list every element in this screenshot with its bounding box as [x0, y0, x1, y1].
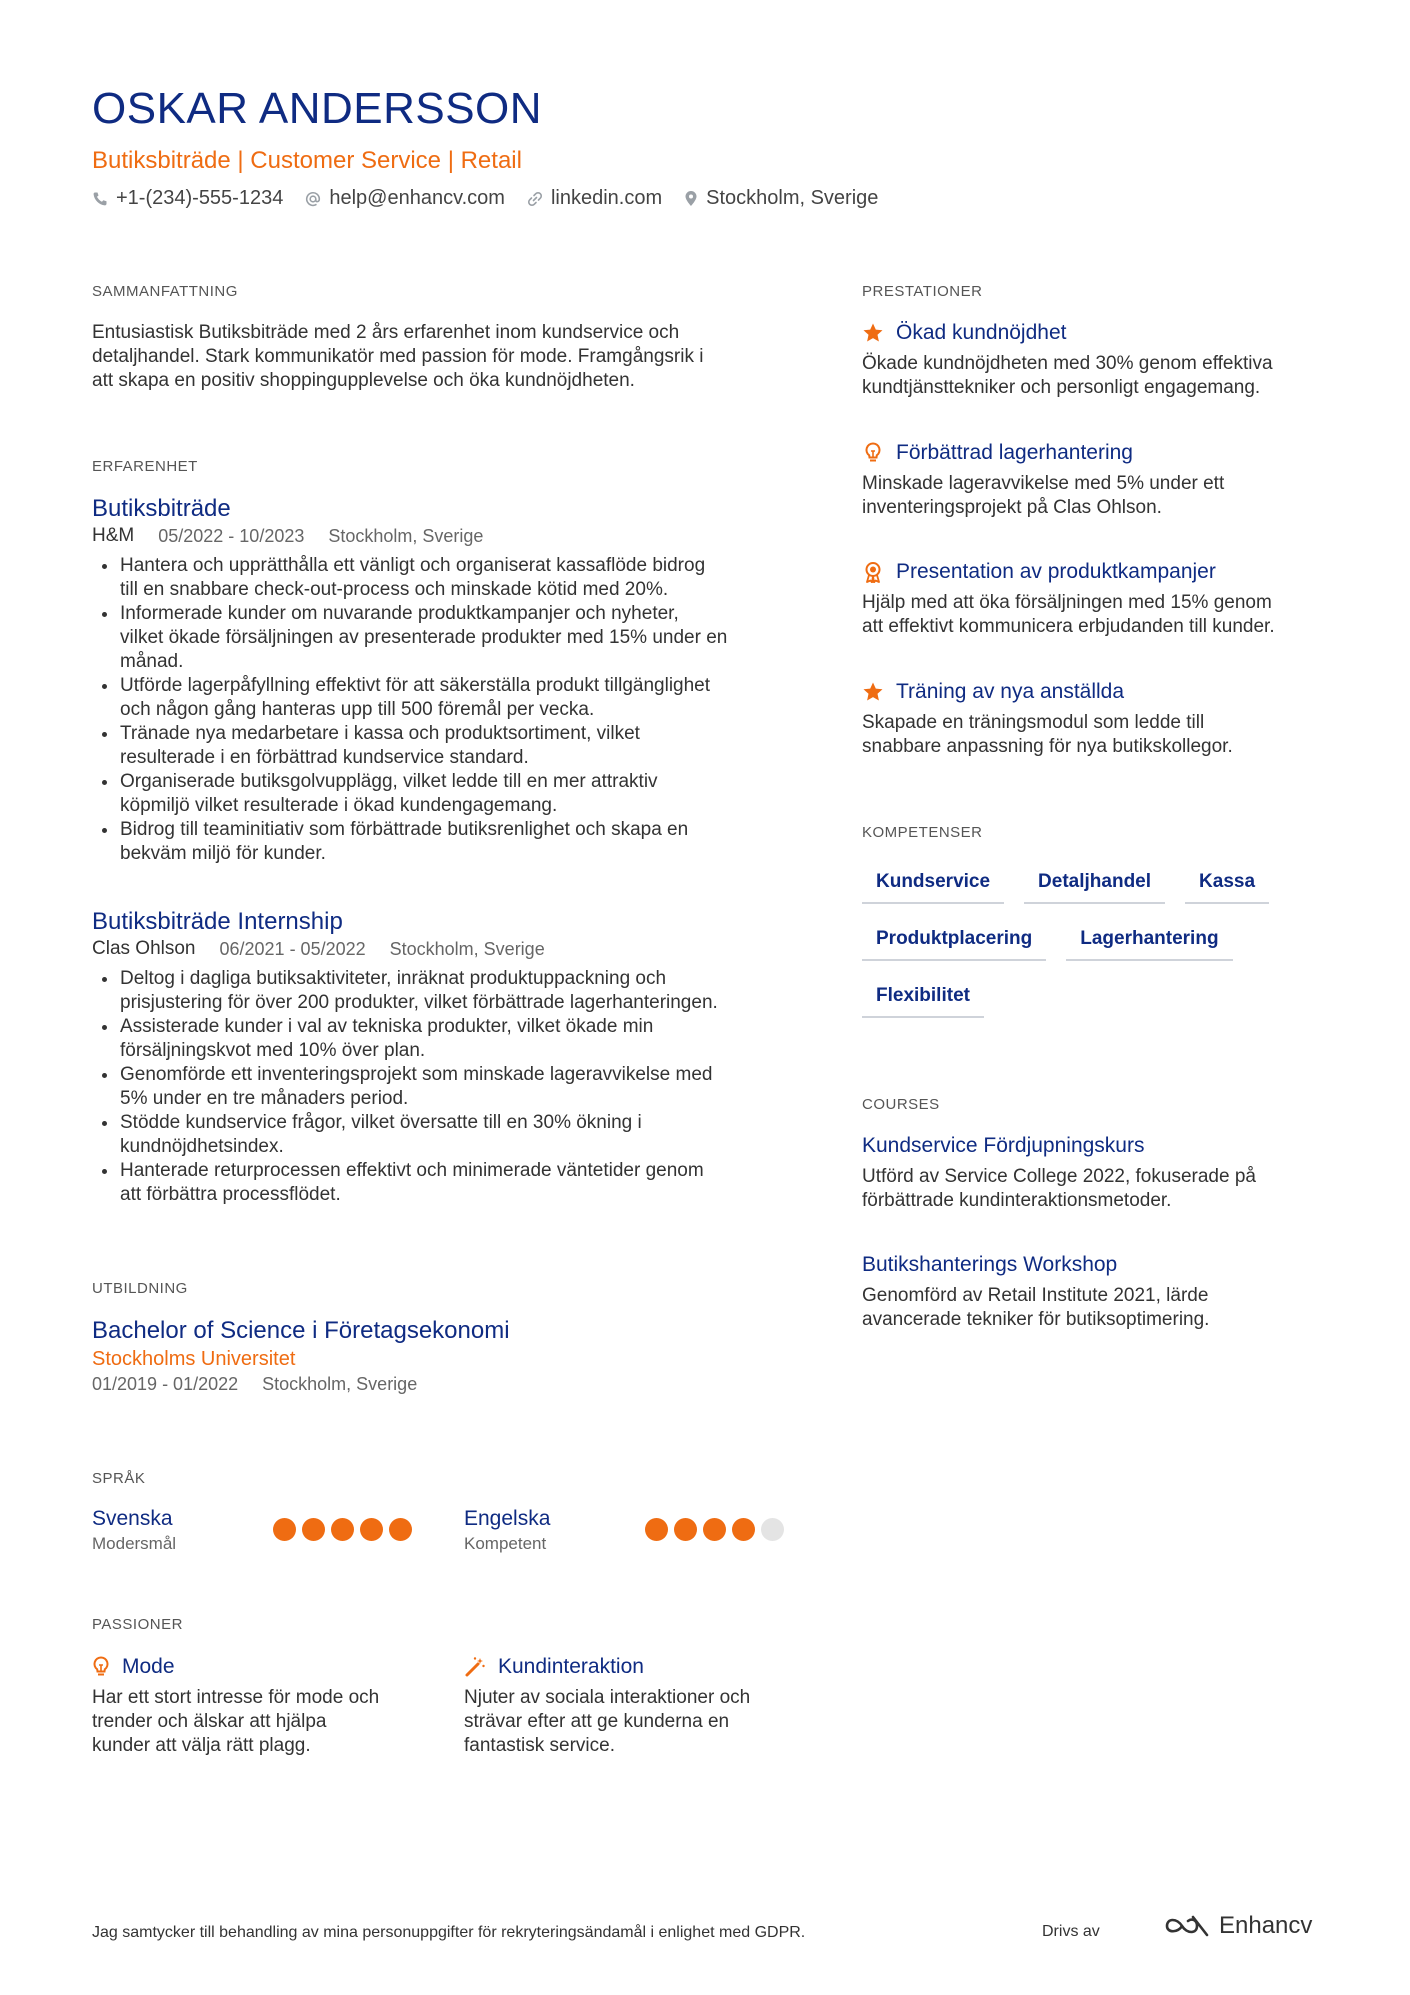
star-icon	[862, 681, 884, 703]
job-company: H&M	[92, 525, 135, 546]
location-text: Stockholm, Sverige	[706, 187, 879, 209]
passion-description: Har ett stort intresse för mode och trender och älskar att hjälpa kunder att välja rätt plagg.	[92, 1687, 380, 1756]
course-item	[862, 1133, 1342, 1213]
edu-date: 01/2019 - 01/2022	[92, 1374, 239, 1394]
rating-dot-filled	[360, 1518, 383, 1541]
language-level: Modersmål	[92, 1534, 177, 1553]
job-date: 05/2022 - 10/2023	[158, 526, 305, 546]
location-pin-icon	[684, 190, 698, 207]
contact-linkedin	[527, 187, 662, 210]
lightbulb-icon	[92, 1656, 110, 1678]
experience-heading: ERFARENHET	[92, 458, 198, 475]
edu-meta	[92, 1372, 510, 1396]
edu-degree: Bachelor of Science i Företagsekonomi	[92, 1317, 510, 1344]
achievement-title: Träning av nya anställda	[896, 680, 1125, 703]
rating-dot-filled	[703, 1518, 726, 1541]
rating-dot-filled	[645, 1518, 668, 1541]
course-item	[862, 1252, 1342, 1332]
job-title: Butiksbiträde	[92, 495, 231, 522]
passion-item	[92, 1654, 432, 1758]
job-company: Clas Ohlson	[92, 938, 196, 959]
job-bullet: Utförde lagerpåfyllning effektivt för att säkerställa produkt tillgänglighet och någon gång hanteras upp till 500 föremål per vecka.	[92, 674, 792, 722]
summary-line: Entusiastisk Butiksbiträde med 2 års erfarenhet inom kundservice och	[92, 322, 680, 343]
edu-school: Stockholms Universitet	[92, 1348, 296, 1370]
job-bullet: Genomförde ett inventeringsprojekt som minskade lageravvikelse med 5% under en tre månaders period.	[92, 1063, 792, 1111]
candidate-name: OSKAR ANDERSSON	[92, 84, 543, 133]
job-bullet: Stödde kundservice frågor, vilket översatte till en 30% ökning i kundnöjdhetsindex.	[92, 1111, 792, 1159]
at-icon	[305, 191, 321, 207]
passions-heading: PASSIONER	[92, 1616, 183, 1633]
course-description: Genomförd av Retail Institute 2021, lärde avancerade tekniker för butiksoptimering.	[862, 1285, 1210, 1330]
skill-tag: Kundservice	[862, 867, 1004, 904]
job-bullets	[92, 967, 792, 1207]
summary-heading: SAMMANFATTNING	[92, 283, 238, 300]
passion-description: Njuter av sociala interaktioner och strävar efter att ge kunderna en fantastisk service.	[464, 1687, 751, 1756]
skill-tag: Detaljhandel	[1024, 867, 1165, 904]
edu-location: Stockholm, Sverige	[262, 1374, 418, 1394]
course-title: Kundservice Fördjupningskurs	[862, 1134, 1145, 1157]
achievement-title: Förbättrad lagerhantering	[896, 441, 1133, 464]
job-meta	[92, 937, 792, 961]
link-icon	[527, 191, 543, 207]
skill-tag: Lagerhantering	[1066, 924, 1232, 961]
gdpr-consent: Jag samtycker till behandling av mina personuppgifter för rekryteringsändamål i enlighet med GDPR.	[92, 1924, 806, 1941]
job-bullet: Tränade nya medarbetare i kassa och produktsortiment, vilket resulterade i en förbättrad kundservice standard.	[92, 722, 792, 770]
language-item	[464, 1506, 784, 1556]
achievement-item	[862, 440, 1342, 520]
skill-tag: Flexibilitet	[862, 981, 984, 1018]
rating-dot-filled	[674, 1518, 697, 1541]
contact-bar	[92, 187, 900, 210]
rating-dot-empty	[761, 1518, 784, 1541]
language-name: Svenska	[92, 1507, 173, 1530]
email-text[interactable]: help@enhancv.com	[329, 187, 505, 209]
language-item	[92, 1506, 412, 1556]
brand-name: Enhancv	[1219, 1912, 1313, 1939]
language-rating	[639, 1518, 784, 1541]
achievement-item	[862, 679, 1342, 759]
job-bullet: Hantera och upprätthålla ett vänligt och organiserat kassaflöde bidrog till en snabbare check-out-process och minskade kötid med 20%.	[92, 554, 792, 602]
job-bullet: Hanterade returprocessen effektivt och minimerade väntetider genom att förbättra processflödet.	[92, 1159, 792, 1207]
contact-email	[305, 187, 505, 210]
language-name: Engelska	[464, 1507, 551, 1530]
course-title: Butikshanterings Workshop	[862, 1253, 1118, 1276]
experience-entry	[92, 907, 792, 1207]
achievement-title: Presentation av produktkampanjer	[896, 560, 1216, 583]
summary-line: detaljhandel. Stark kommunikatör med passion för mode. Framgångsrik i	[92, 346, 704, 367]
skills-list	[862, 867, 1342, 1038]
education-entry	[92, 1316, 510, 1396]
experience-entry	[92, 494, 792, 866]
language-rating	[267, 1518, 412, 1541]
job-title: Butiksbiträde Internship	[92, 908, 343, 935]
phone-text[interactable]: +1-(234)-555-1234	[116, 187, 284, 209]
summary-text	[92, 321, 782, 393]
powered-by-label: Drivs av	[1042, 1923, 1100, 1940]
passion-item	[464, 1654, 804, 1758]
job-bullet: Bidrog till teaminitiativ som förbättrade butiksrenlighet och skapa en bekväm miljö för kunder.	[92, 818, 792, 866]
job-date: 06/2021 - 05/2022	[219, 939, 366, 959]
enhancv-logo[interactable]	[1163, 1912, 1312, 1940]
star-icon	[862, 322, 884, 344]
candidate-tagline: Butiksbiträde | Customer Service | Retail	[92, 147, 522, 174]
skill-tag: Kassa	[1185, 867, 1269, 904]
award-icon	[862, 561, 884, 583]
skills-heading: KOMPETENSER	[862, 824, 983, 841]
achievement-description: Hjälp med att öka försäljningen med 15% genom att effektivt kommunicera erbjudanden till kunder.	[862, 592, 1275, 637]
achievement-item	[862, 559, 1342, 639]
achievement-description: Ökade kundnöjdheten med 30% genom effektiva kundtjänsttekniker och personligt engagemang.	[862, 353, 1273, 398]
magic-wand-icon	[464, 1656, 486, 1678]
job-location: Stockholm, Sverige	[328, 526, 484, 546]
linkedin-text[interactable]: linkedin.com	[550, 187, 663, 209]
achievement-description: Skapade en träningsmodul som ledde till snabbare anpassning för nya butikskollegor.	[862, 712, 1233, 757]
summary-line: att skapa en positiv shoppingupplevelse och öka kundnöjdheten.	[92, 370, 635, 391]
rating-dot-filled	[732, 1518, 755, 1541]
lightbulb-icon	[862, 442, 884, 464]
contact-location	[684, 187, 878, 210]
language-level: Kompetent	[464, 1534, 547, 1553]
course-description: Utförd av Service College 2022, fokuserade på förbättrade kundinteraktionsmetoder.	[862, 1166, 1256, 1211]
job-bullet: Informerade kunder om nuvarande produktkampanjer och nyheter, vilket ökade försäljningen av presenterade produkter med 15% under en månad.	[92, 602, 792, 674]
education-heading: UTBILDNING	[92, 1280, 188, 1297]
job-bullets	[92, 554, 792, 866]
job-bullet: Deltog i dagliga butiksaktiviteter, inräknat produktuppackning och prisjustering för över 200 produkter, vilket förbättrade lagerhanteringen.	[92, 967, 792, 1015]
rating-dot-filled	[302, 1518, 325, 1541]
achievement-title: Ökad kundnöjdhet	[896, 321, 1067, 344]
job-bullet: Assisterade kunder i val av tekniska produkter, vilket ökade min försäljningskvot med 10% över plan.	[92, 1015, 792, 1063]
job-meta	[92, 524, 792, 548]
languages-heading: SPRÅK	[92, 1470, 146, 1487]
rating-dot-filled	[273, 1518, 296, 1541]
passion-title: Kundinteraktion	[498, 1655, 644, 1678]
rating-dot-filled	[331, 1518, 354, 1541]
enhancv-logo-icon	[1163, 1913, 1211, 1939]
phone-icon	[92, 191, 108, 207]
skill-tag: Produktplacering	[862, 924, 1046, 961]
courses-heading: COURSES	[862, 1096, 940, 1113]
rating-dot-filled	[389, 1518, 412, 1541]
achievement-item	[862, 320, 1342, 400]
passion-title: Mode	[122, 1655, 175, 1678]
achievements-heading: PRESTATIONER	[862, 283, 983, 300]
achievement-description: Minskade lageravvikelse med 5% under ett inventeringsprojekt på Clas Ohlson.	[862, 473, 1225, 518]
job-bullet: Organiserade butiksgolvupplägg, vilket ledde till en mer attraktiv köpmiljö vilket resulterade i ökad kundengagemang.	[92, 770, 792, 818]
job-location: Stockholm, Sverige	[389, 939, 545, 959]
contact-phone	[92, 187, 283, 210]
